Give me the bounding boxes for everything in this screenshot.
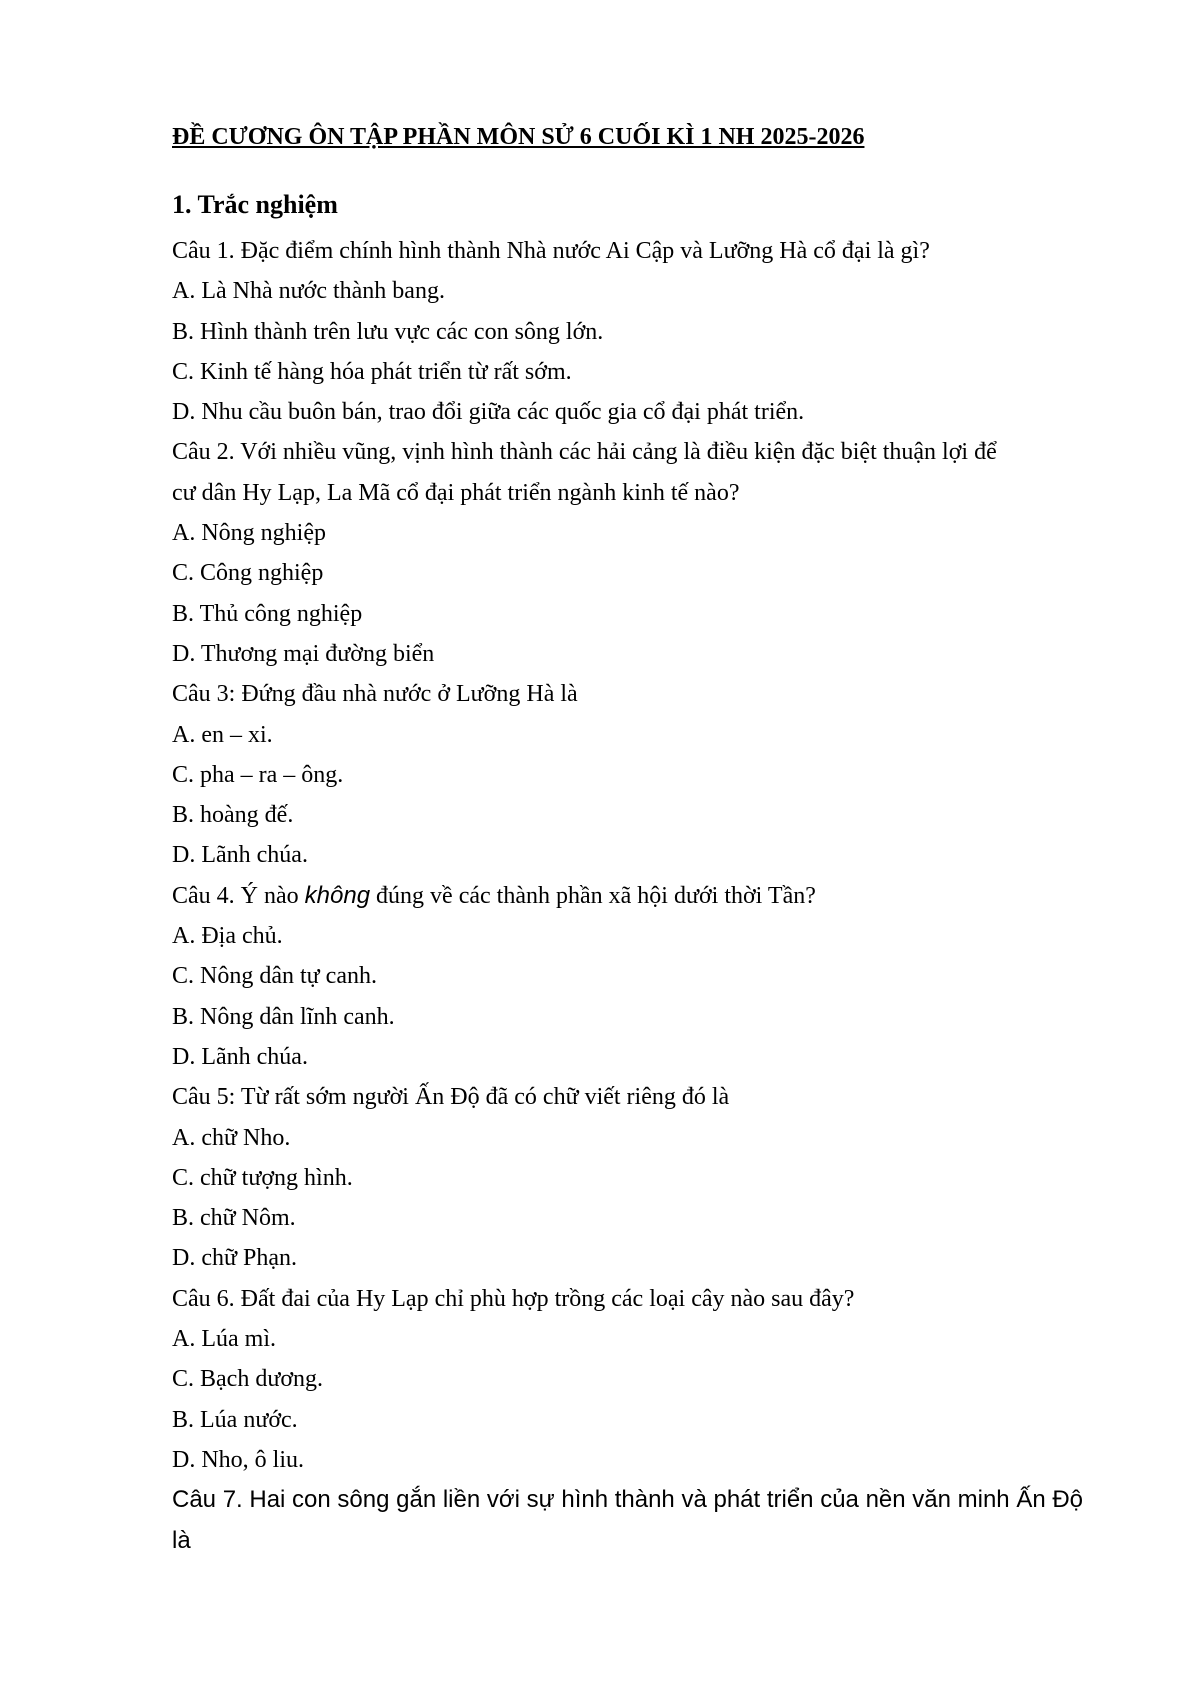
question-2-option-3: B. Thủ công nghiệp <box>172 600 363 627</box>
question-6-option-3: B. Lúa nước. <box>172 1406 298 1433</box>
question-4-stem <box>172 876 1102 916</box>
question-5-option-3: B. chữ Nôm. <box>172 1205 296 1232</box>
question-6-option-1: A. Lúa mì. <box>172 1326 276 1353</box>
question-4-option-1: A. Địa chủ. <box>172 923 283 950</box>
question-1-option-d: D. Nhu cầu buôn bán, trao đổi giữa các quốc gia cổ đại phát triển. <box>172 399 805 426</box>
question-1-option-a: A. Là Nhà nước thành bang. <box>172 278 445 305</box>
question-2-option-2: C. Công nghiệp <box>172 560 324 587</box>
question-4-stem-emphasis: không <box>304 881 371 909</box>
question-3-option-2: C. pha – ra – ông. <box>172 761 344 788</box>
question-list <box>172 231 1102 1561</box>
question-2-stem-line-1: Câu 2. Với nhiều vũng, vịnh hình thành các hải cảng là điều kiện đặc biệt thuận lợi để <box>172 439 997 466</box>
question-3-option-1: A. en – xi. <box>172 721 273 748</box>
question-4-option-4: D. Lãnh chúa. <box>172 1043 308 1070</box>
question-7-stem-line-1: Câu 7. Hai con sông gắn liền với sự hình thành và phát triển của nền văn minh Ấn Độ <box>172 1486 1084 1514</box>
question-2-option-1: A. Nông nghiệp <box>172 520 326 547</box>
question-7-stem-line-2: là <box>172 1526 191 1554</box>
question-5-option-2: C. chữ tượng hình. <box>172 1164 353 1191</box>
question-5-option-4: D. chữ Phạn. <box>172 1245 297 1272</box>
document-title: ĐỀ CƯƠNG ÔN TẬP PHẦN MÔN SỬ 6 CUỐI KÌ 1 NH 2025-2026 <box>172 124 865 150</box>
question-4-option-3: B. Nông dân lĩnh canh. <box>172 1003 395 1030</box>
question-4-stem-after: đúng về các thành phần xã hội dưới thời Tần? <box>370 882 816 909</box>
question-1-option-c: C. Kinh tế hàng hóa phát triển từ rất sớm. <box>172 358 572 385</box>
question-2-stem-line-2: cư dân Hy Lạp, La Mã cổ đại phát triển ngành kinh tế nào? <box>172 479 740 506</box>
question-2-option-4: D. Thương mại đường biển <box>172 640 435 667</box>
question-1-stem: Câu 1. Đặc điểm chính hình thành Nhà nước Ai Cập và Lưỡng Hà cổ đại là gì? <box>172 238 930 264</box>
question-3-option-4: D. Lãnh chúa. <box>172 842 308 869</box>
question-6-option-4: D. Nho, ô liu. <box>172 1446 304 1473</box>
question-3-stem: Câu 3: Đứng đầu nhà nước ở Lưỡng Hà là <box>172 681 578 708</box>
question-5-option-1: A. chữ Nho. <box>172 1124 291 1151</box>
question-5-stem: Câu 5: Từ rất sớm người Ấn Độ đã có chữ viết riêng đó là <box>172 1084 730 1111</box>
question-4-option-2: C. Nông dân tự canh. <box>172 963 377 990</box>
question-6-option-2: C. Bạch dương. <box>172 1366 324 1393</box>
question-1-option-b: B. Hình thành trên lưu vực các con sông lớn. <box>172 318 604 345</box>
question-3-option-3: B. hoàng đế. <box>172 802 294 829</box>
question-6-stem: Câu 6. Đất đai của Hy Lạp chỉ phù hợp trồng các loại cây nào sau đây? <box>172 1285 855 1312</box>
section-heading: 1. Trắc nghiệm <box>172 190 338 219</box>
question-4-stem-before: Câu 4. Ý nào <box>172 882 305 909</box>
